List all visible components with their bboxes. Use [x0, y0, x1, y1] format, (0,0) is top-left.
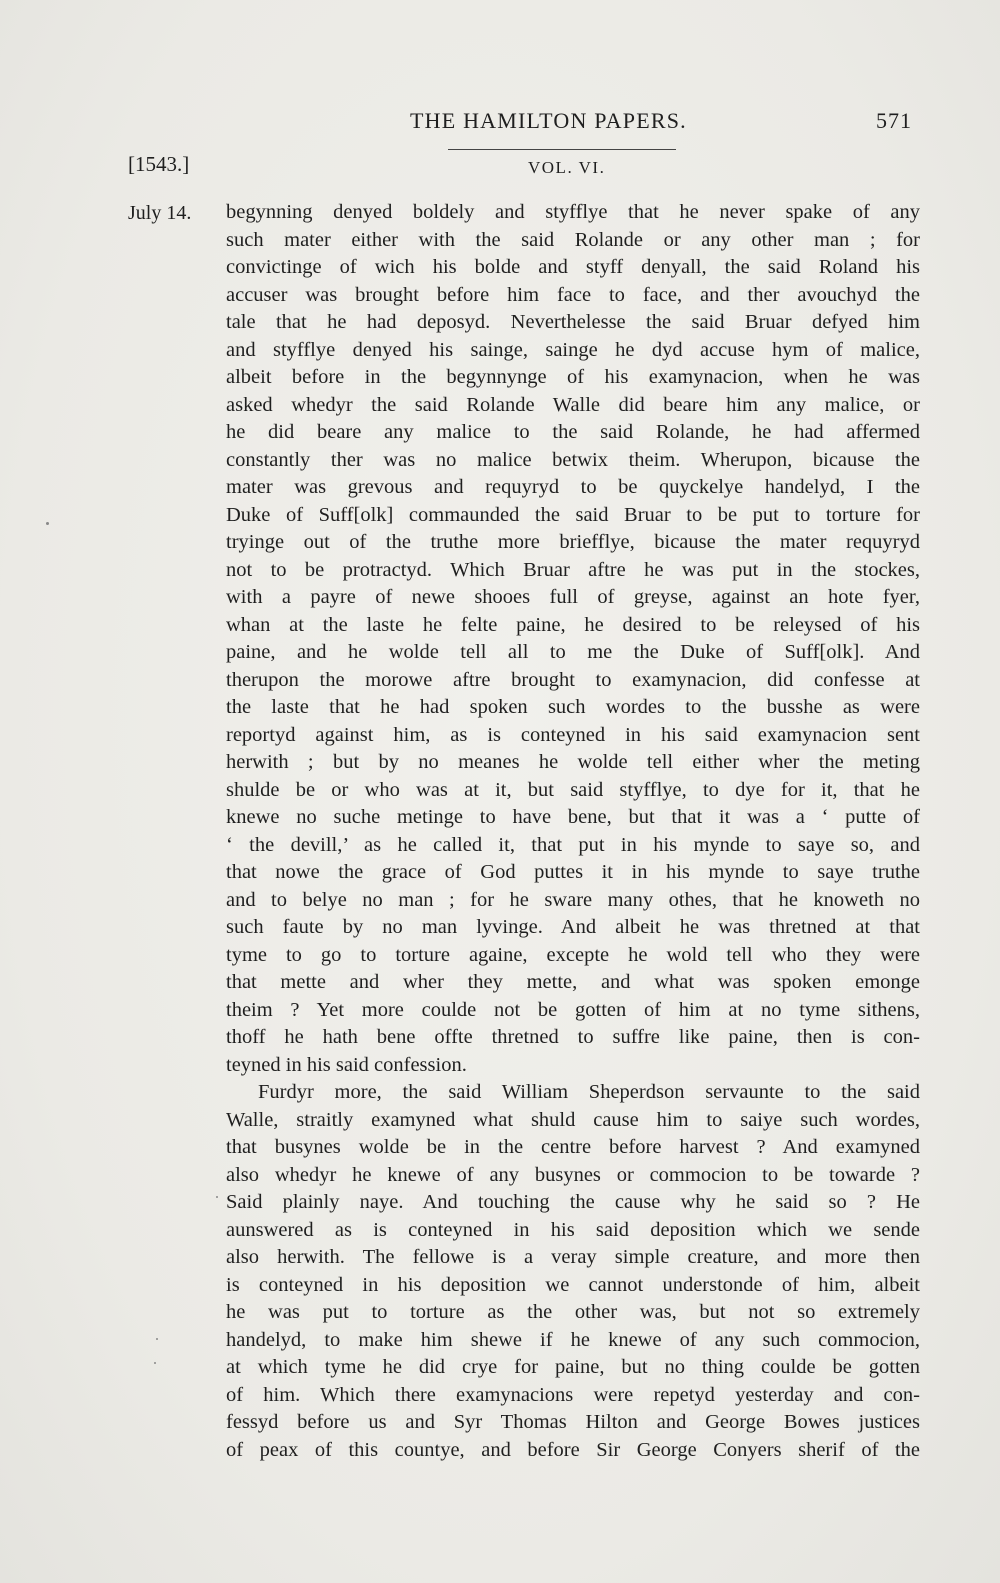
text-line: accuser was brought before him face to face, and ther avouchyd the: [226, 283, 920, 306]
text-line: the laste that he had spoken such wordes to the busshe as were: [226, 696, 920, 718]
page-number: 571: [876, 108, 912, 133]
text-line: with a payre of newe shooes full of greyse, against an hote fyer,: [226, 586, 920, 608]
text-line: such mater either with the said Rolande or any other man ; for: [226, 228, 920, 251]
margin-date-note: July 14.: [128, 202, 192, 224]
paragraph-end-line: teyned in his said confession.: [226, 1053, 467, 1076]
text-line: constantly ther was no malice betwix theim. Wherupon, bicause the: [226, 448, 920, 471]
text-line: such faute by no man lyvinge. And albeit he was thretned at that: [226, 916, 920, 938]
text-line: and styfflye denyed his sainge, sainge he dyd accuse hym of malice,: [226, 338, 920, 361]
body-text: [226, 199, 920, 1464]
text-line: herwith ; but by no meanes he wolde tell either wher the meting: [226, 751, 920, 773]
text-line: that nowe the grace of God puttes it in his mynde to saye truthe: [226, 861, 920, 883]
text-line: paine, and he wolde tell all to me the Duke of Suff[olk]. And: [226, 641, 920, 663]
text-line: asked whedyr the said Rolande Walle did beare him any malice, or: [226, 393, 920, 416]
text-line: convictinge of wich his bolde and styff denyall, the said Roland his: [226, 256, 920, 278]
text-line: theim ? Yet more coulde not be gotten of him at no tyme sithens,: [226, 998, 920, 1021]
paper-speck: [46, 522, 49, 525]
text-line: aunswered as is conteyned in his said deposition which we sende: [226, 1218, 920, 1241]
text-line: also herwith. The fellowe is a veray simple creature, and more then: [226, 1246, 920, 1268]
text-line: begynning denyed boldely and styfflye that he never spake of any: [226, 201, 920, 223]
text-line: that mette and wher they mette, and what was spoken emonge: [226, 971, 920, 993]
text-line: shulde be or who was at it, but said styfflye, to dye for it, that he: [226, 778, 920, 801]
text-line: tale that he had deposyd. Neverthelesse the said Bruar defyed him: [226, 311, 920, 333]
text-line: knewe no suche metinge to have bene, but that it was a ‘ putte of: [226, 806, 920, 828]
text-line: albeit before in the begynnynge of his examynacion, when he was: [226, 366, 920, 388]
paper-speck: [216, 1196, 218, 1198]
text-line: reportyd against him, as is conteyned in his said examynacion sent: [226, 723, 920, 746]
paper-speck: [154, 1362, 156, 1364]
text-line: ‘ the devill,’ as he called it, that put in his mynde to saye so, and: [226, 833, 920, 856]
text-line: of peax of this countye, and before Sir George Conyers sherif of the: [226, 1438, 920, 1461]
text-line: Walle, straitly examyned what shuld cause him to saiye such wordes,: [226, 1108, 920, 1131]
text-line: at which tyme he did crye for paine, but no thing coulde be gotten: [226, 1356, 920, 1378]
text-line: is conteyned in his deposition we cannot understonde of him, albeit: [226, 1273, 920, 1296]
text-line: he was put to torture as the other was, but not so extremely: [226, 1301, 920, 1323]
text-line: he did beare any malice to the said Rolande, he had affermed: [226, 421, 920, 443]
text-line: also whedyr he knewe of any busynes or commocion to be towarde ?: [226, 1163, 920, 1186]
text-line: thoff he hath bene offte thretned to suffre like paine, then is con-: [226, 1026, 920, 1048]
text-line: Said plainly naye. And touching the cause why he said so ? He: [226, 1191, 920, 1213]
text-line: and to belye no man ; for he sware many othes, that he knoweth no: [226, 888, 920, 911]
text-line: not to be protractyd. Which Bruar aftre he was put in the stockes,: [226, 558, 920, 581]
text-line: whan at the laste he felte paine, he desired to be releysed of his: [226, 613, 920, 636]
paragraph-start-line: Furdyr more, the said William Sheperdson servaunte to the said: [258, 1081, 920, 1103]
text-line: mater was grevous and requyryd to be quyckelye handelyd, I the: [226, 476, 920, 498]
text-line: Duke of Suff[olk] commaunded the said Bruar to be put to torture for: [226, 503, 920, 526]
volume-label: VOL. VI.: [528, 158, 606, 177]
text-line: therupon the morowe aftre brought to examynacion, did confesse at: [226, 668, 920, 691]
running-title: THE HAMILTON PAPERS.: [410, 108, 687, 133]
text-line: tyme to go to torture againe, excepte he wold tell who they were: [226, 943, 920, 966]
text-line: that busynes wolde be in the centre before harvest ? And examyned: [226, 1136, 920, 1158]
header-rule: [448, 149, 676, 150]
text-line: tryinge out of the truthe more briefflye, bicause the mater requyryd: [226, 531, 920, 553]
text-line: of him. Which there examynacions were repetyd yesterday and con-: [226, 1383, 920, 1406]
text-line: fessyd before us and Syr Thomas Hilton and George Bowes justices: [226, 1411, 920, 1433]
paper-speck: [156, 1338, 158, 1340]
text-line: handelyd, to make him shewe if he knewe of any such commocion,: [226, 1328, 920, 1351]
year-bracket: [1543.]: [128, 152, 190, 176]
